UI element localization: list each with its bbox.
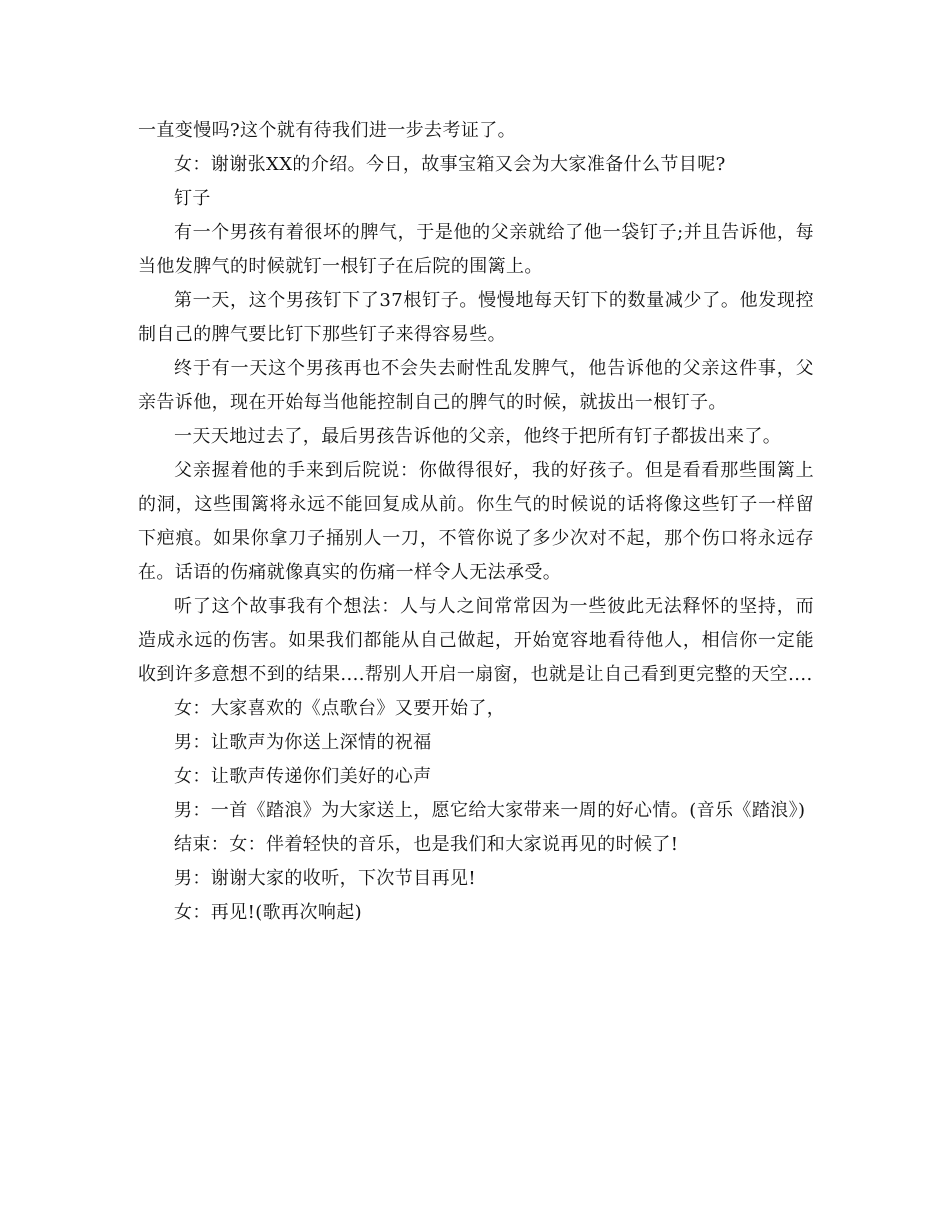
paragraph-reflection: 听了这个故事我有个想法：人与人之间常常因为一些彼此无法释怀的坚持，而造成永远的伤害。如果我们都能从自己做起，开始宽容地看待他人，相信你一定能收到许多意想不到的结果....帮别人开启一扇窗，也就是让自己看到更完整的天空.... — [138, 596, 814, 685]
dialogue-line: 男：让歌声为你送上深情的祝福 — [174, 732, 432, 753]
dialogue-line: 结束：女：伴着轻快的音乐，也是我们和大家说再见的时候了! — [174, 834, 679, 855]
document-body — [138, 114, 814, 930]
dialogue-line: 男：一首《踏浪》为大家送上，愿它给大家带来一周的好心情。(音乐《踏浪》) — [174, 800, 806, 821]
paragraph-story-3: 终于有一天这个男孩再也不会失去耐性乱发脾气，他告诉他的父亲这件事，父亲告诉他，现在开始每当他能控制自己的脾气的时候，就拔出一根钉子。 — [138, 358, 814, 413]
paragraph-story-4: 一天天地过去了，最后男孩告诉他的父亲，他终于把所有钉子都拔出来了。 — [174, 426, 782, 447]
paragraph-story-2: 第一天，这个男孩钉下了37根钉子。慢慢地每天钉下的数量减少了。他发现控制自己的脾气要比钉下那些钉子来得容易些。 — [138, 290, 814, 345]
paragraph-story-1: 有一个男孩有着很坏的脾气，于是他的父亲就给了他一袋钉子;并且告诉他，每当他发脾气的时候就钉一根钉子在后院的围篱上。 — [138, 222, 814, 277]
paragraph-story-5: 父亲握着他的手来到后院说：你做得很好，我的好孩子。但是看看那些围篱上的洞，这些围篱将永远不能回复成从前。你生气的时候说的话将像这些钉子一样留下疤痕。如果你拿刀子捅别人一刀，不管你说了多少次对不起，那个伤口将永远存在。话语的伤痛就像真实的伤痛一样令人无法承受。 — [138, 460, 814, 583]
dialogue-line: 女：让歌声传递你们美好的心声 — [174, 766, 432, 787]
paragraph-female-intro: 女：谢谢张XX的介绍。今日，故事宝箱又会为大家准备什么节目呢? — [174, 154, 726, 175]
paragraph-continuation: 一直变慢吗?这个就有待我们进一步去考证了。 — [138, 120, 517, 141]
story-title: 钉子 — [174, 188, 211, 209]
dialogue-line: 女：再见!(歌再次响起) — [174, 902, 363, 923]
dialogue-line: 女：大家喜欢的《点歌台》又要开始了， — [174, 698, 506, 719]
dialogue-line: 男：谢谢大家的收听，下次节目再见! — [174, 868, 477, 889]
